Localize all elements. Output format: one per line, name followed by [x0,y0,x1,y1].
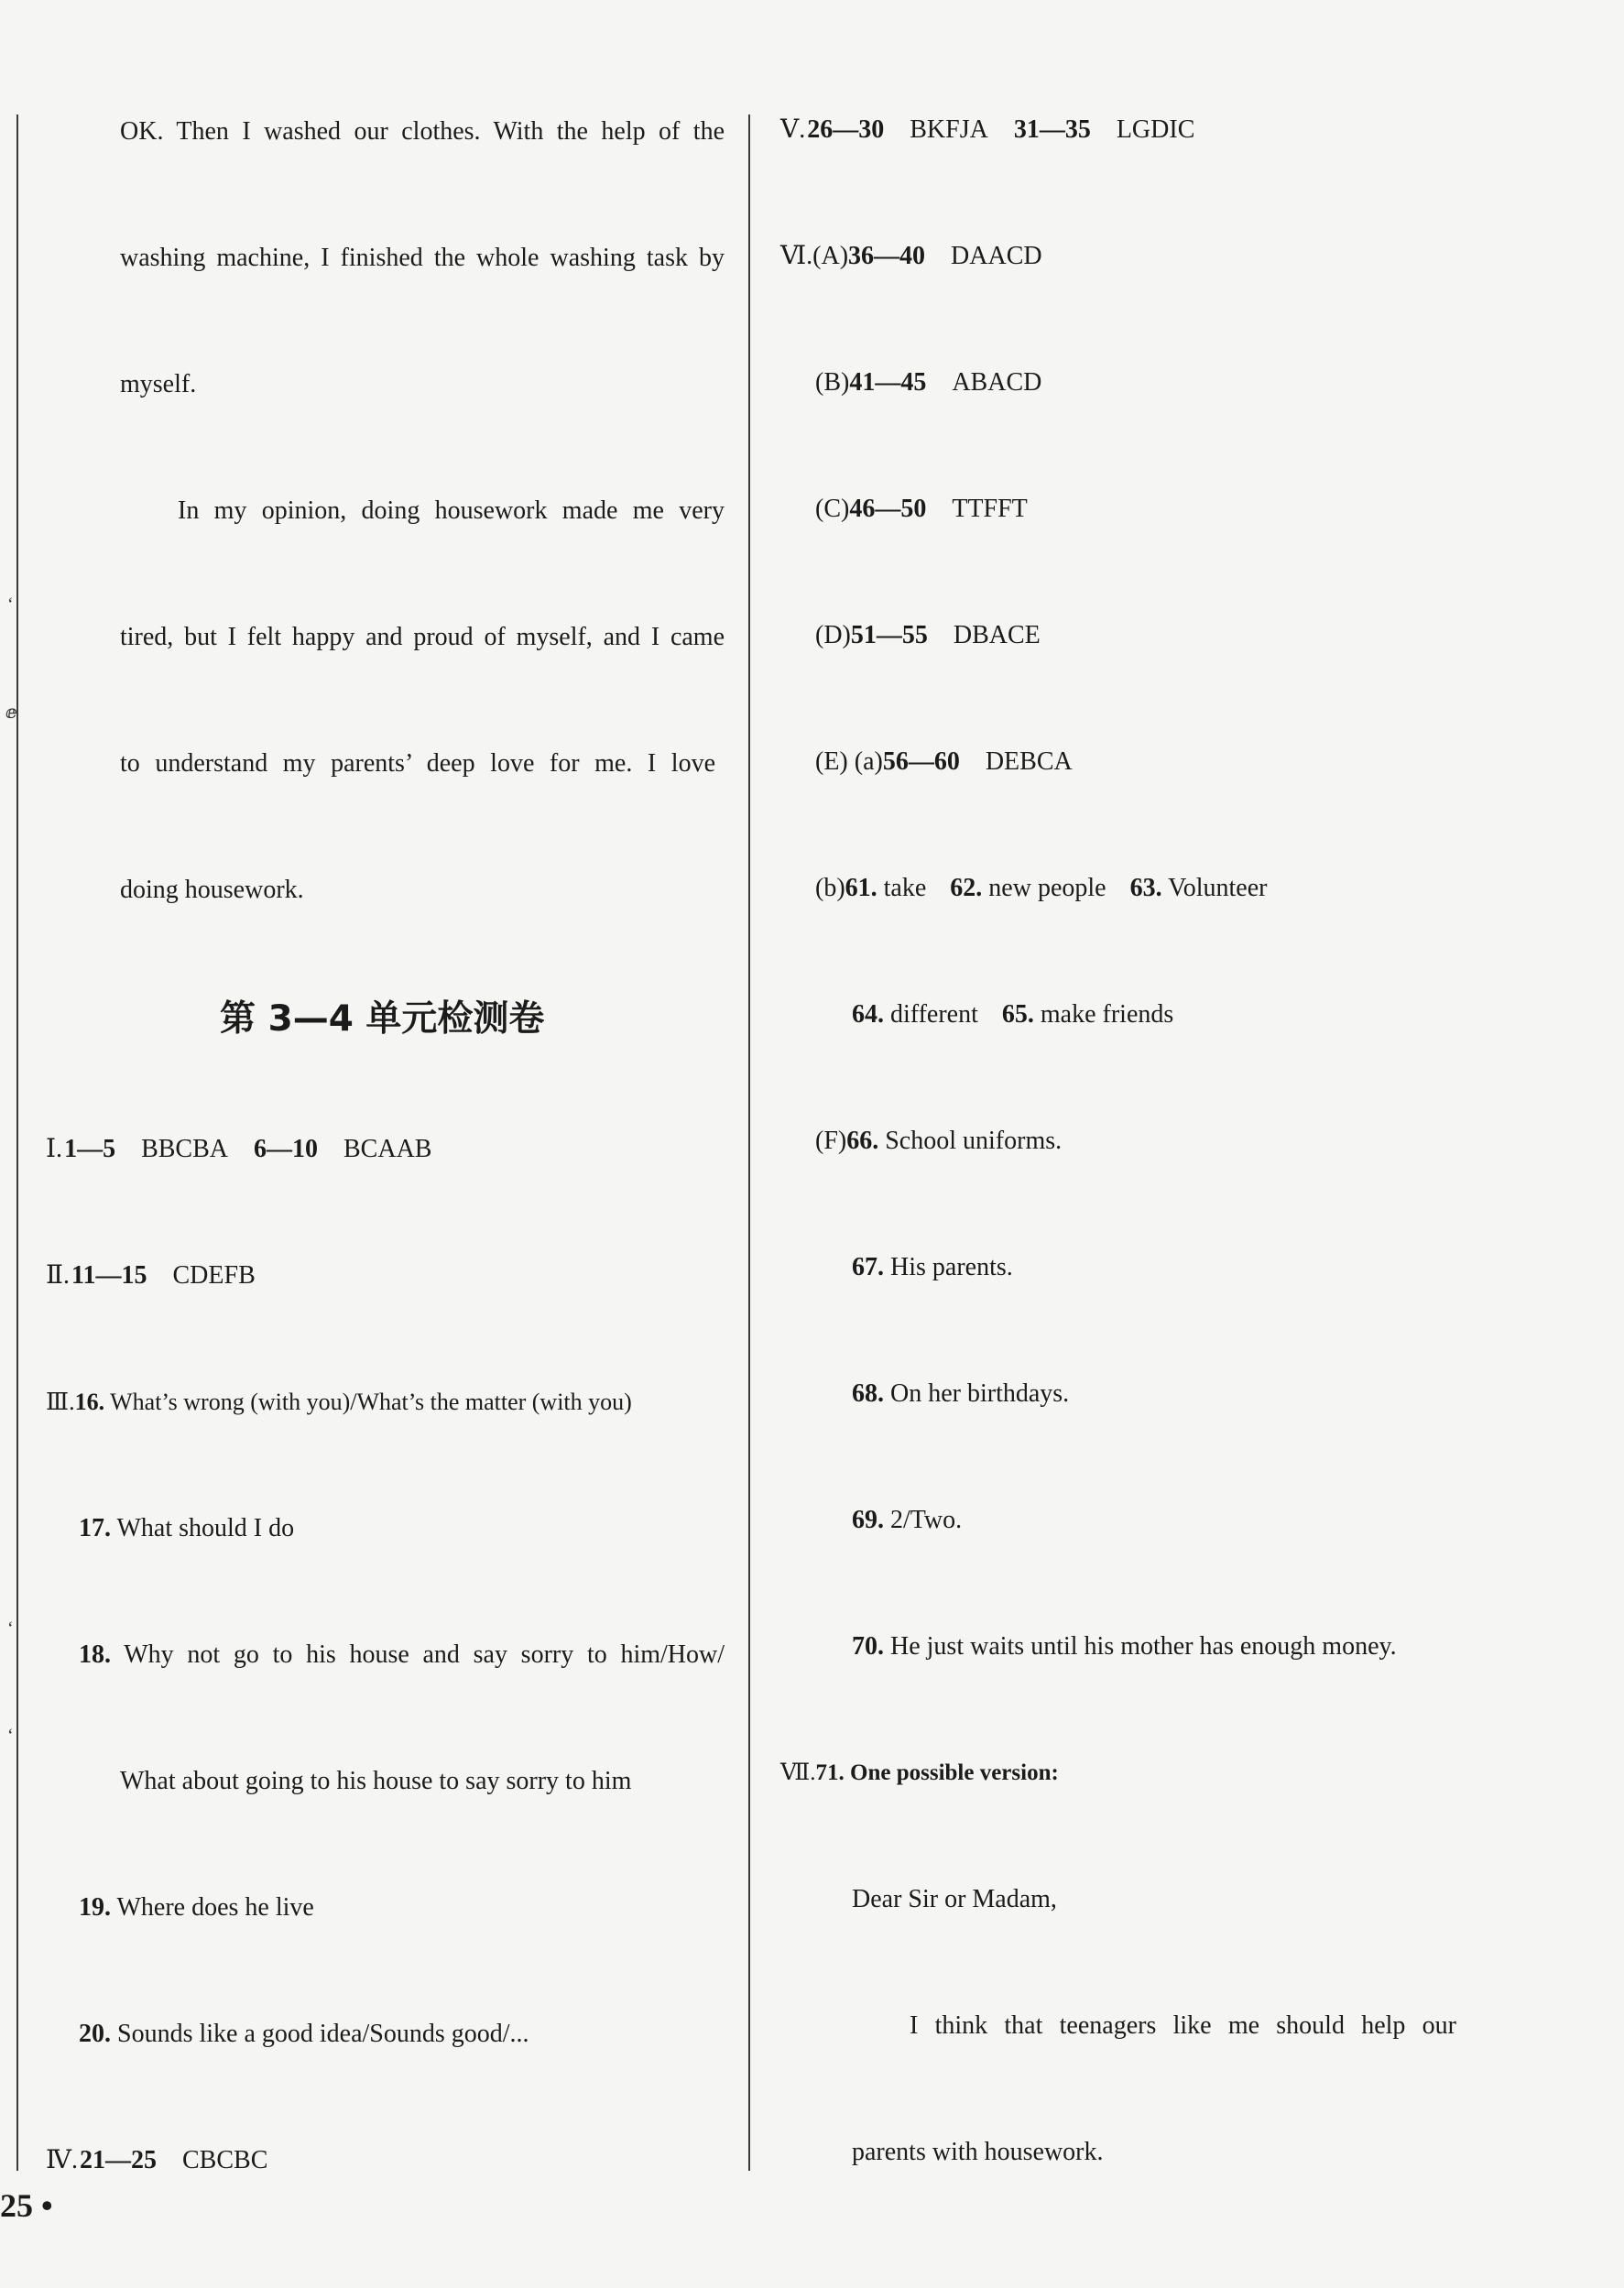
question-number: 63. [1129,874,1162,902]
question-number: 65. [1001,1000,1034,1029]
margin-mark: ‘ [7,594,14,615]
letter-line: parents with housework. [852,2138,1104,2166]
question-number: 71. [815,1760,845,1785]
question-range: 51—55 [850,621,928,649]
question-range: 6—10 [254,1135,318,1163]
answer-line-section-6e-b [815,873,1267,904]
answer-letters: BBCBA [141,1135,228,1163]
answer-text: make friends [1040,1000,1174,1029]
question-number: 64. [852,1000,884,1029]
letter-line: I think that teenagers like me should help our [910,2011,1456,2040]
essay-line: to understand my parents’ deep love for me. I love [120,749,715,778]
question-number: 69. [852,1506,884,1534]
question-number: 20. [79,2020,111,2048]
answer-letters: DAACD [951,242,1042,270]
question-number: 61. [845,874,877,902]
answer-line-section-2 [46,1260,256,1291]
answer-text: Sounds like a good idea/Sounds good/... [117,2020,529,2048]
part-label: (E) (a) [815,747,883,776]
essay-line: tired, but I felt happy and proud of myself, and I came [120,623,725,651]
answer-letters: BCAAB [343,1135,432,1163]
section-numeral: Ⅶ. [780,1760,816,1785]
column-divider-rule [748,114,750,2171]
section-numeral: Ⅰ. [46,1135,63,1163]
answer-text: Why not go to his house and say sorry to him/How/ [124,1640,725,1669]
answer-letters: BKFJA [910,115,988,144]
section-numeral: Ⅱ. [46,1261,71,1290]
left-margin-rule [16,114,18,2171]
answer-line-section-6c [815,494,1028,525]
answer-line-section-4 [46,2145,267,2176]
question-number: 67. [852,1253,884,1281]
answer-line-section-6e-b2 [852,999,1173,1030]
margin-mark: ‘ [7,1618,14,1639]
answer-text: His parents. [890,1253,1013,1281]
question-number: 17. [79,1514,111,1542]
essay-line: washing machine, I finished the whole washing task by [120,244,725,272]
question-number: 66. [846,1127,879,1155]
question-number: 70. [852,1632,884,1661]
answer-line-section-6f [815,1126,1062,1157]
letter-line: Dear Sir or Madam, [852,1885,1057,1913]
answer-line-18 [79,1640,725,1671]
question-range: 56—60 [882,747,960,776]
answer-text: He just waits until his mother has enough money. [890,1632,1397,1661]
answer-line-20 [79,2019,529,2050]
answer-line-section-6a [780,241,1042,272]
answer-line-section-5 [780,114,1194,146]
question-range: 26—30 [807,115,885,144]
page-number: 25 • [0,2187,53,2224]
answer-letters: TTFFT [952,495,1028,523]
answer-line-section-6b [815,367,1041,398]
question-number: 18. [79,1640,111,1669]
question-range: 31—35 [1013,115,1091,144]
answer-line-69 [852,1505,962,1536]
question-number: 16. [74,1389,105,1415]
question-range: 21—25 [79,2146,157,2174]
section-numeral: Ⅲ. [46,1389,75,1415]
part-label: (D) [815,621,851,649]
answer-line-section-6d [815,620,1041,651]
answer-line-section-1 [46,1134,431,1165]
answer-text: What about going to his house to say sorry to him [120,1767,632,1795]
answer-text: take [883,874,927,902]
section-numeral: Ⅵ. [780,242,813,270]
answer-text: 2/Two. [890,1506,963,1534]
question-number: 62. [950,874,983,902]
essay-line: OK. Then I washed our clothes. With the help of the [120,117,725,146]
answer-line-67 [852,1252,1013,1283]
part-label: (C) [815,495,850,523]
section-title: 第 3—4 单元检测卷 [220,998,545,1040]
answer-line-18-continued [120,1766,631,1797]
answer-line-section-7 [780,1758,1059,1789]
answer-letters: LGDIC [1116,115,1195,144]
answer-text: What’s wrong (with you)/What’s the matter (with you) [110,1389,632,1415]
answer-text: new people [988,874,1106,902]
answer-text: School uniforms. [885,1127,1063,1155]
answer-text: Volunteer [1168,874,1268,902]
section-numeral: Ⅴ. [780,115,806,144]
part-label: (A) [812,242,849,270]
answer-letters: CBCBC [181,2146,268,2174]
answer-line-70 [852,1631,1397,1662]
answer-text: On her birthdays. [890,1379,1070,1408]
question-range: 41—45 [849,368,927,397]
answer-line-section-3 [46,1387,632,1418]
answer-text: What should I do [116,1514,295,1542]
question-range: 11—15 [71,1261,147,1290]
answer-text: Where does he live [116,1893,314,1922]
part-label: (F) [815,1127,847,1155]
answer-letters: DBACE [953,621,1041,649]
answer-letters: DEBCA [985,747,1073,776]
answer-letters: CDEFB [172,1261,256,1290]
answer-text: One possible version: [850,1760,1059,1785]
answer-line-19 [79,1892,314,1923]
margin-mark: ‘ [7,1726,14,1746]
essay-line: doing housework. [120,876,304,904]
answer-line-68 [852,1378,1069,1410]
part-label: (B) [815,368,850,397]
answer-letters: ABACD [952,368,1042,397]
part-label: (b) [815,874,845,902]
answer-text: different [890,1000,978,1029]
question-number: 19. [79,1893,111,1922]
section-numeral: Ⅳ. [46,2146,78,2174]
question-range: 1—5 [64,1135,116,1163]
margin-mark: ⅇ [5,703,17,723]
essay-line: In my opinion, doing housework made me very [178,496,725,525]
question-range: 46—50 [849,495,927,523]
question-range: 36—40 [848,242,926,270]
question-number: 68. [852,1379,884,1408]
answer-line-section-6e [815,746,1073,778]
essay-line: myself. [120,370,197,398]
answer-line-17 [79,1513,294,1544]
